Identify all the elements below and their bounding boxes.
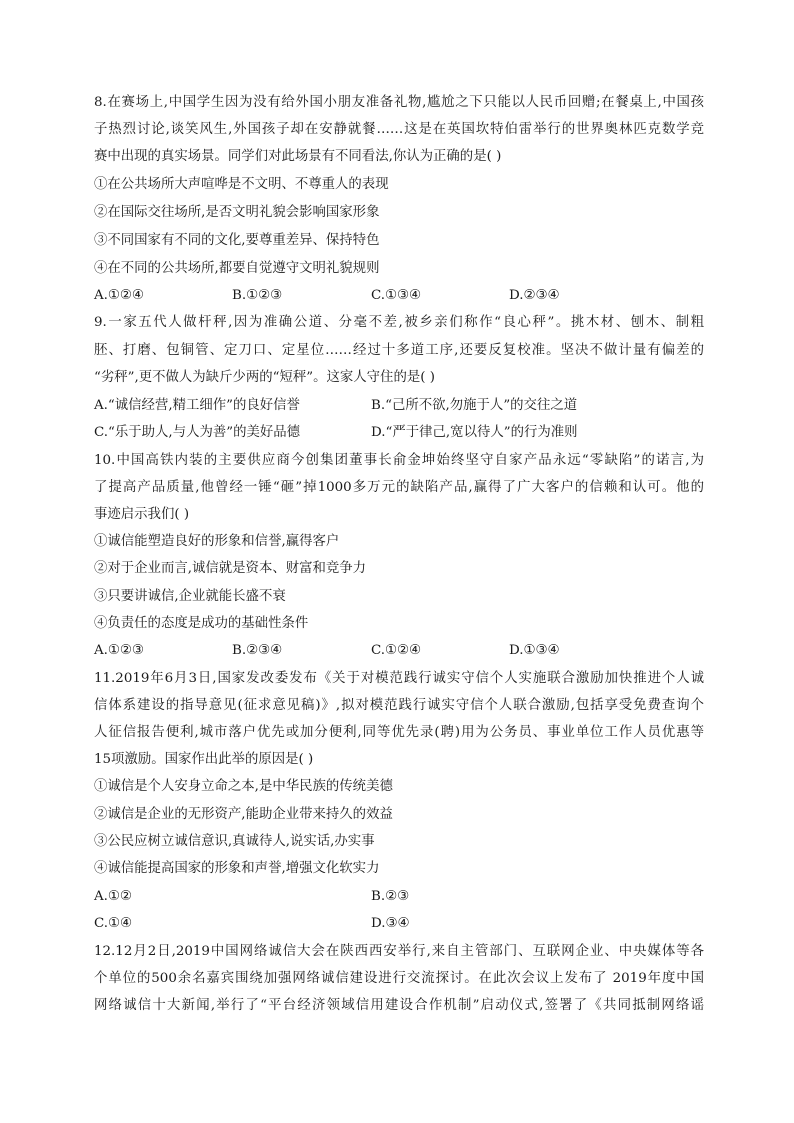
q10-stem-line-3: 事迹启示我们( ) [94,507,190,522]
q11-stem-line-1: 11.2019年6月3日,国家发改委发布《关于对模范践行诚实守信个人实施联合激励加快推进个人诚 [94,671,704,686]
q8-option-c: C.①③④ [371,288,422,303]
q11-item-4: ④诚信能提高国家的形象和声誉,增强文化软实力 [94,861,380,876]
q8-item-1: ①在公共场所大声喧哗是不文明、不尊重人的表现 [94,177,389,192]
q10-option-c: C.①②④ [371,643,422,658]
q8-option-a: A.①②④ [94,288,144,303]
q9-option-c: C.“乐于助人,与人为善”的美好品德 [94,425,301,440]
q10-stem-line-2: 了提高产品质量,他曾经一锤“砸”掉1000多万元的缺陷产品,赢得了广大客户的信赖和认可。他的 [94,480,704,495]
q10-item-3: ③只要讲诚信,企业就能长盛不衰 [94,589,286,604]
q10-item-4: ④负责任的态度是成功的基础性条件 [94,616,309,631]
q11-item-1: ①诚信是个人安身立命之本,是中华民族的传统美德 [94,779,393,794]
q12-stem-line-2: 个单位的500余名嘉宾围绕加强网络诚信建设进行交流探讨。在此次会议上发布了 2019年度中国 [94,971,704,986]
q8-item-3: ③不同国家有不同的文化,要尊重差异、保持特色 [94,233,380,248]
q10-stem-line-1: 10.中国高铁内装的主要供应商今创集团董事长俞金坤始终坚守自家产品永远“零缺陷”的诺言,为 [94,453,704,468]
q8-item-4: ④在不同的公共场所,都要自觉遵守文明礼貌规则 [94,261,380,276]
q11-option-c: C.①④ [94,916,133,931]
q9-option-a: A.“诚信经营,精工细作”的良好信誉 [94,398,300,413]
q12-stem-line-1: 12.12月2日,2019中国网络诚信大会在陕西西安举行,来自主管部门、互联网企业、中央媒体等各 [94,944,704,959]
q9-stem-line-2: 胚、打磨、包铜管、定刀口、定星位……经过十多道工序,还要反复校准。坚决不做计量有偏差的 [94,343,704,358]
q8-stem-line-2: 子热烈讨论,谈笑风生,外国孩子却在安静就餐……这是在英国坎特伯雷举行的世界奥林匹克数学竞 [94,122,704,137]
q11-stem-line-4: 15项激励。国家作出此举的原因是( ) [94,752,314,767]
q10-item-1: ①诚信能塑造良好的形象和信誉,赢得客户 [94,534,340,549]
q11-option-d: D.③④ [371,916,410,931]
q9-option-b: B.“己所不欲,勿施于人”的交往之道 [371,398,578,413]
q10-item-2: ②对于企业而言,诚信就是资本、财富和竞争力 [94,561,367,576]
q11-option-b: B.②③ [371,889,410,904]
q10-option-a: A.①②③ [94,643,144,658]
q8-option-b: B.①②③ [232,288,283,303]
q8-stem-line-1: 8.在赛场上,中国学生因为没有给外国小朋友准备礼物,尴尬之下只能以人民币回赠;在餐桌上,中国孩 [94,95,704,110]
q8-stem-line-3: 赛中出现的真实场景。同学们对此场景有不同看法,你认为正确的是( ) [94,149,502,164]
q9-stem-line-3: “劣秤”,更不做人为缺斤少两的“短秤”。这家人守住的是( ) [94,370,435,385]
q8-option-d: D.②③④ [509,288,560,303]
q9-option-d: D.“严于律己,宽以待人”的行为准则 [371,425,578,440]
q11-item-2: ②诚信是企业的无形资产,能助企业带来持久的效益 [94,807,393,822]
q11-item-3: ③公民应树立诚信意识,真诚待人,说实话,办实事 [94,834,375,849]
q12-stem-line-3: 网络诚信十大新闻,举行了“平台经济领域信用建设合作机制”启动仪式,签署了《共同抵制网络谣 [94,998,704,1013]
q9-stem-line-1: 9.一家五代人做杆秤,因为准确公道、分毫不差,被乡亲们称作“良心秤”。挑木材、刨木、制粗 [94,315,704,330]
q11-stem-line-3: 人征信报告便利,城市落户优先或加分便利,同等优先录(聘)用为公务员、事业单位工作人员优惠等 [94,725,704,740]
q10-option-d: D.①③④ [509,643,560,658]
q11-stem-line-2: 信体系建设的指导意见(征求意见稿)》,拟对模范践行诚实守信个人联合激励,包括享受免费查询个 [94,698,704,713]
q8-item-2: ②在国际交往场所,是否文明礼貌会影响国家形象 [94,205,380,220]
q11-option-a: A.①② [94,889,132,904]
q10-option-b: B.②③④ [232,643,283,658]
